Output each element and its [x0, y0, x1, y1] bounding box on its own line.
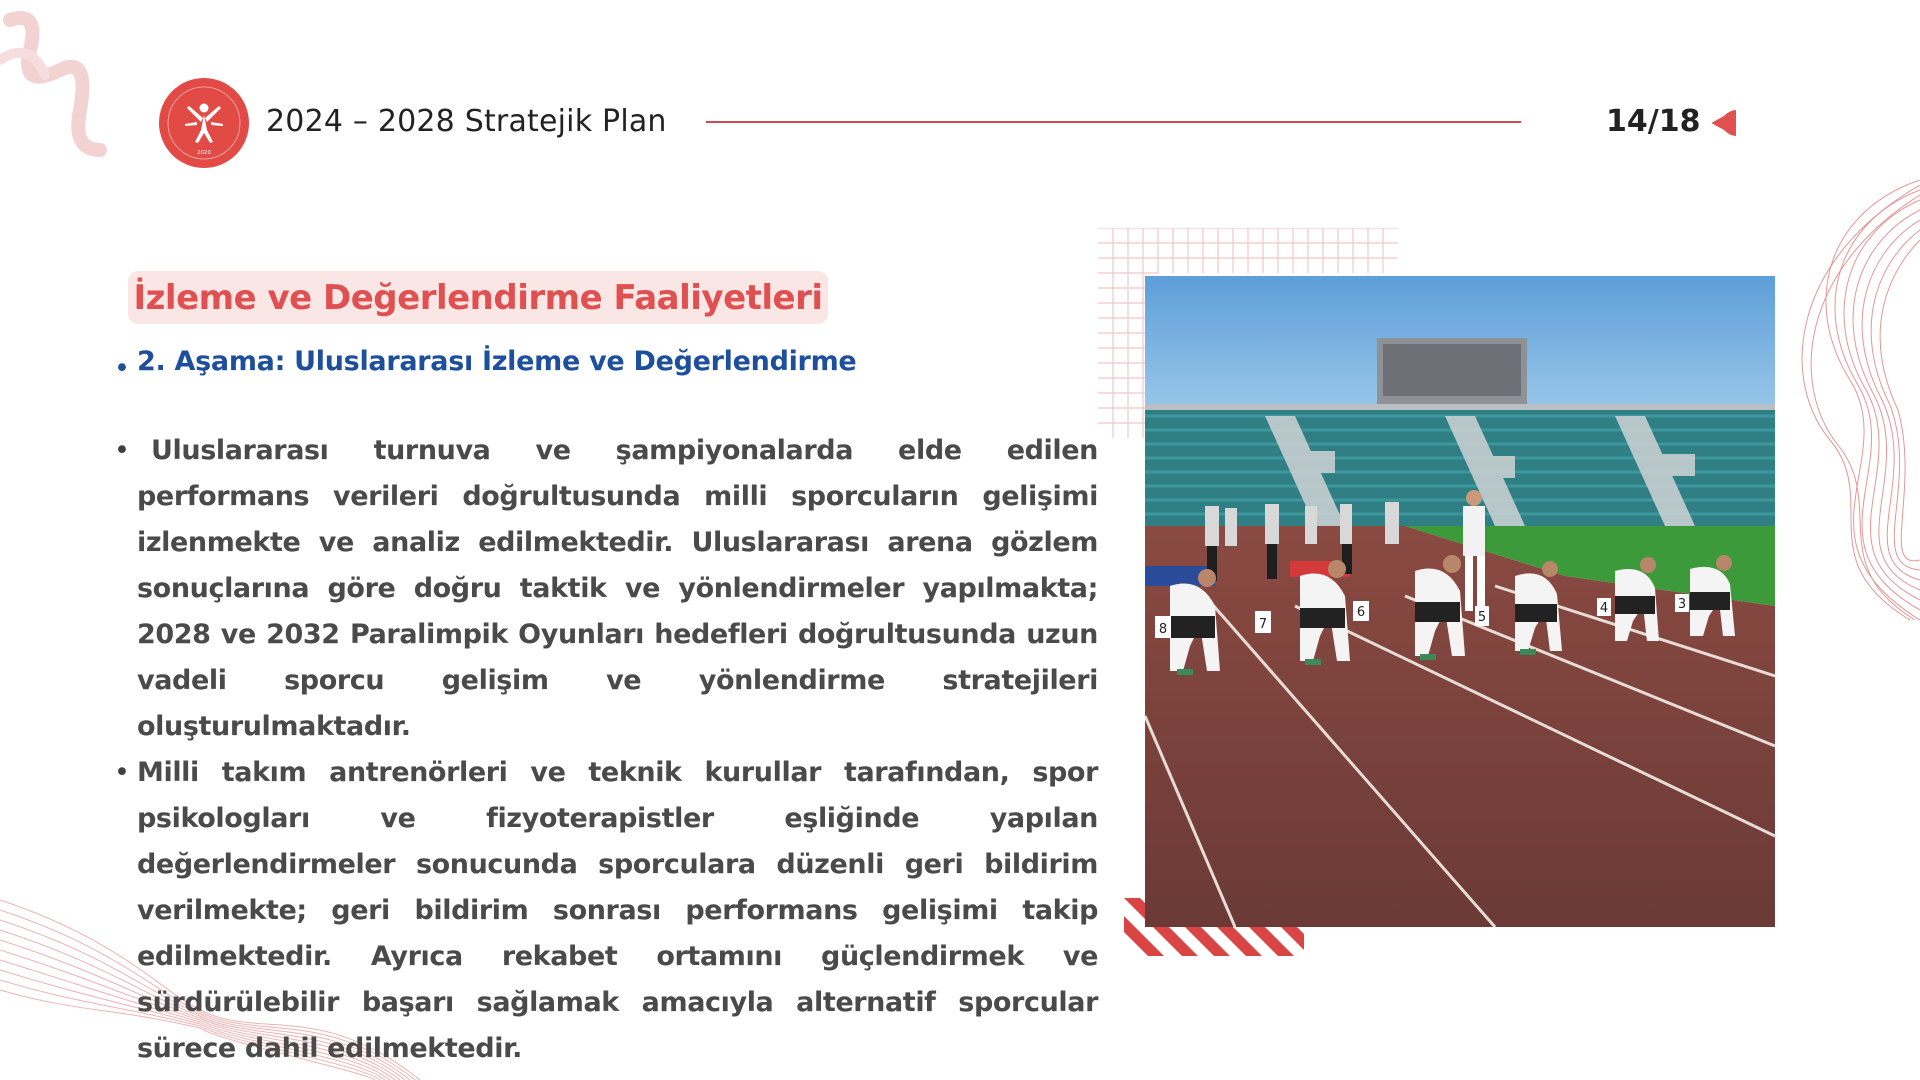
- lane-number: 4: [1599, 601, 1609, 616]
- lane-number: 8: [1158, 622, 1168, 637]
- page-number: 14/18: [1606, 104, 1701, 139]
- content-area: [108, 346, 1098, 1072]
- lane-number: 3: [1677, 597, 1687, 612]
- section-title-badge: [128, 271, 828, 324]
- federation-logo: [159, 78, 249, 168]
- lane-number: 7: [1258, 617, 1268, 632]
- list-item: [108, 750, 1098, 1072]
- athletics-track-photo: [1145, 276, 1775, 927]
- header-divider-line: [706, 121, 1521, 123]
- decorative-wave-lines-right: [1770, 180, 1920, 620]
- bullet-icon: •: [114, 353, 130, 384]
- bullet-icon: •: [114, 435, 130, 466]
- stage-heading: 2. Aşama: Uluslararası İzleme ve Değerlendirme: [137, 346, 857, 377]
- lane-number: 5: [1477, 610, 1487, 625]
- list-item: [108, 428, 1098, 750]
- page-marker-icon: [1710, 109, 1738, 137]
- paragraph-text: Milli takım antrenörleri ve teknik kurullar tarafından, spor psikologları ve fizyoterapistler eşliğinde yapılan değerlendirmeler sonucunda sporculara düzenli geri bildirim verilmekte; geri bildirim sonrası performans gelişimi takip edilmektedir. Ayrıca rekabet ortamını güçlendirmek ve sürdürülebilir başarı sağlamak amacıyla alternatif sporcular sürece dahil edilmektedir.: [137, 757, 1098, 1064]
- stage-heading-item: [108, 346, 1098, 384]
- section-title: İzleme ve Değerlendirme Faaliyetleri: [133, 278, 823, 318]
- decorative-scribble-top-left: [0, 0, 130, 170]
- document-title: 2024 – 2028 Stratejik Plan: [266, 104, 667, 139]
- bullet-icon: •: [114, 757, 130, 788]
- lane-number: 6: [1356, 605, 1366, 620]
- paragraph-text: Uluslararası turnuva ve şampiyonalarda elde edilen performans verileri doğrultusunda milli sporcuların gelişimi izlenmekte ve analiz edilmektedir. Uluslararası arena gözlem sonuçlarına göre doğru taktik ve yönlendirmeler yapılmakta; 2028 ve 2032 Paralimpik Oyunları hedefleri doğrultusunda uzun vadeli sporcu gelişim ve yönlendirme stratejileri oluşturulmaktadır.: [137, 435, 1098, 742]
- logo-year: 2020: [197, 150, 211, 156]
